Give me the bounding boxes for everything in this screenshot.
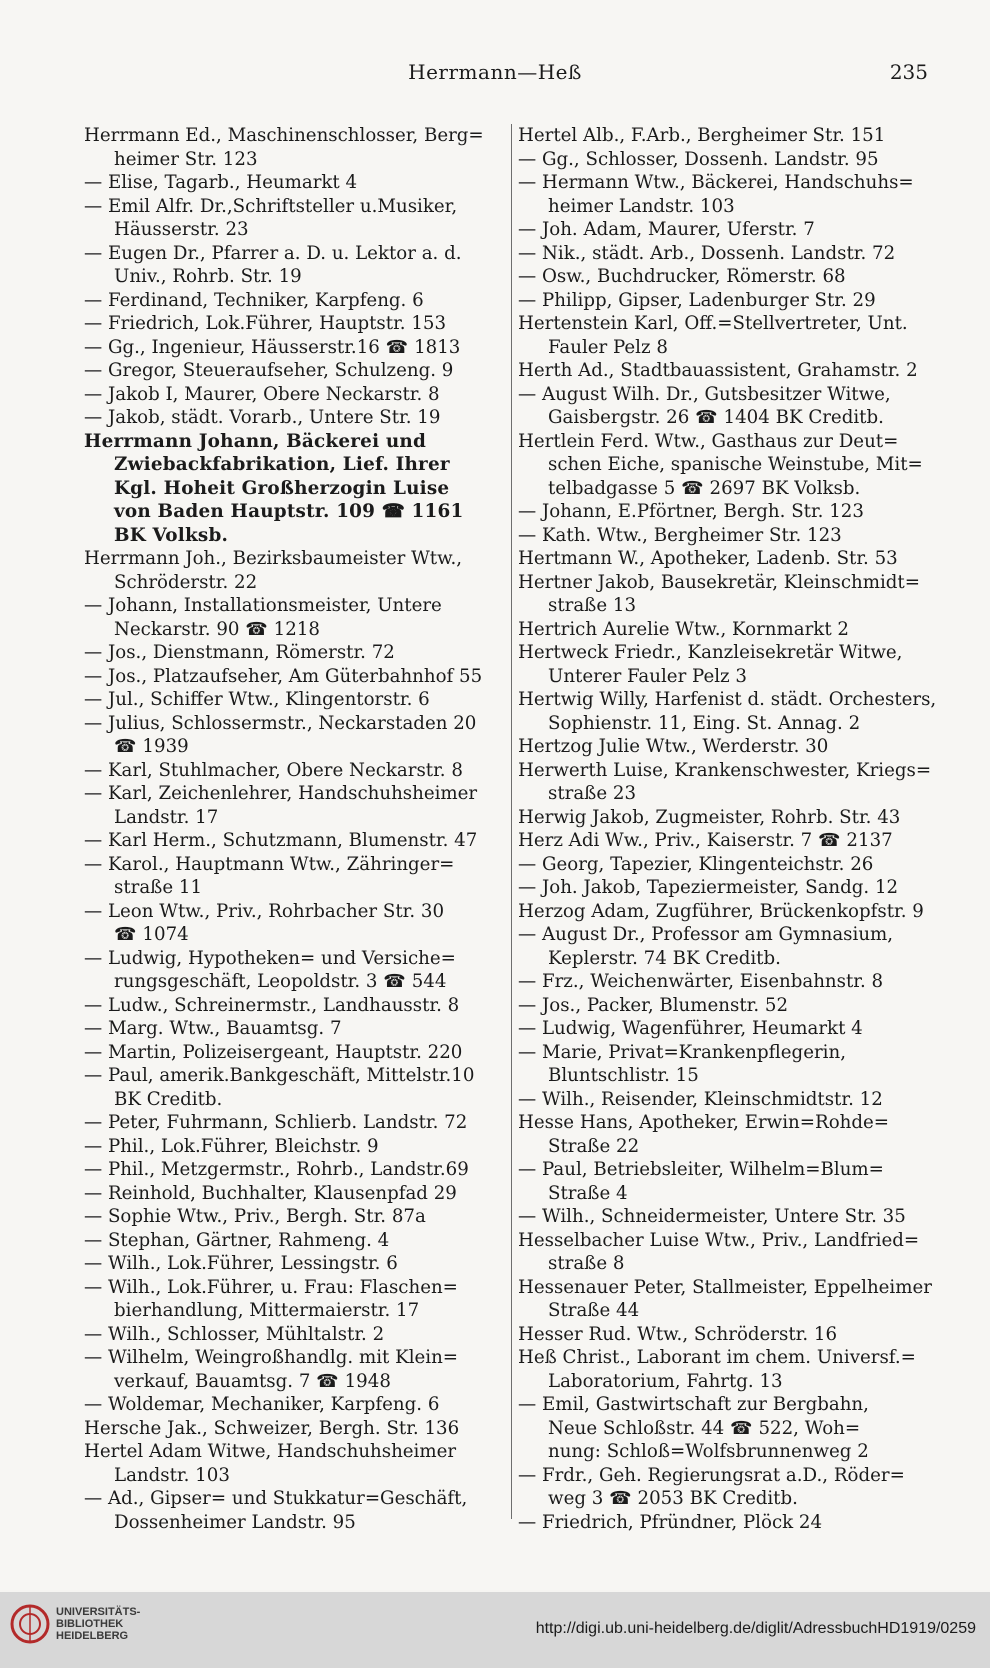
entry-continuation-line: heimer Str. 123 [114,148,258,170]
directory-entry [84,547,502,594]
entry-line: — Wilh., Schlosser, Mühltalstr. 2 [84,1323,385,1345]
directory-entry [84,1276,502,1323]
entry-line: Herz Adi Ww., Priv., Kaiserstr. 7 ☎ 2137 [518,830,893,851]
entry-continuation-line: telbadgasse 5 ☎ 2697 BK Volksb. [548,477,861,499]
directory-entry [84,1111,502,1135]
page-number: 235 [889,60,928,84]
directory-entry [518,1323,938,1347]
entry-line: — Karl, Stuhlmacher, Obere Neckarstr. 8 [84,759,463,781]
directory-entry [84,383,502,407]
entry-continuation-line: Straße 4 [548,1182,628,1204]
entry-line: — Peter, Fuhrmann, Schlierb. Landstr. 72 [84,1112,468,1133]
entry-line: — Elise, Tagarb., Heumarkt 4 [84,172,358,193]
entry-continuation-line: weg 3 ☎ 2053 BK Creditb. [548,1488,798,1509]
directory-entry [518,1205,938,1229]
entry-continuation-line: heimer Landstr. 103 [548,195,735,217]
entry-continuation-line: rungsgeschäft, Leopoldstr. 3 ☎ 544 [114,971,447,992]
directory-entry [84,1017,502,1041]
entry-line: Hertweck Friedr., Kanzleisekretär Witwe, [518,642,903,663]
directory-entry [84,406,502,430]
directory-entry [84,782,502,829]
entry-continuation-line: ☎ 1939 [114,736,189,757]
directory-entry [84,853,502,900]
entry-continuation-line: Kgl. Hoheit Großherzogin Luise [114,477,450,499]
entry-continuation-line: Straße 44 [548,1300,640,1321]
directory-entry [518,1393,938,1464]
entry-line: — Eugen Dr., Pfarrer a. D. u. Lektor a. d. [84,242,462,264]
entry-line: — Joh. Adam, Maurer, Uferstr. 7 [518,219,815,240]
entry-line: — August Dr., Professor am Gymnasium, [518,924,894,945]
entry-line: Herth Ad., Stadtbauassistent, Grahamstr. 2 [518,360,918,381]
entry-continuation-line: Dossenheimer Landstr. 95 [114,1511,356,1533]
entry-line: — Wilh., Lok.Führer, u. Frau: Flaschen= [84,1276,458,1298]
directory-entry [518,641,938,688]
entry-line: — Leon Wtw., Priv., Rohrbacher Str. 30 [84,900,445,922]
entry-line: Herzog Adam, Zugführer, Brückenkopfstr. 9 [518,900,924,922]
entry-continuation-line: Sophienstr. 11, Eing. St. Annag. 2 [548,712,861,734]
entry-continuation-line: Neckarstr. 90 ☎ 1218 [114,618,320,640]
directory-entry [84,947,502,994]
entry-line: — Frz., Weichenwärter, Eisenbahnstr. 8 [518,971,884,992]
directory-entry [518,1276,938,1323]
entry-line: Hertel Alb., F.Arb., Bergheimer Str. 151 [518,125,886,146]
directory-entry [518,1464,938,1511]
directory-entry [84,688,502,712]
library-name-line: BIBLIOTHEK [56,1618,124,1630]
library-name-line: UNIVERSITÄTS- [56,1606,141,1618]
entry-line: Hessenauer Peter, Stallmeister, Eppelheimer [518,1276,932,1298]
entry-line: — Ludwig, Wagenführer, Heumarkt 4 [518,1018,863,1039]
entry-continuation-line: schen Eiche, spanische Weinstube, Mit= [548,454,923,475]
directory-entry [84,1158,502,1182]
directory-entry [518,688,938,735]
source-url[interactable]: http://digi.ub.uni-heidelberg.de/diglit/AdressbuchHD1919/0259 [535,1620,976,1637]
university-seal-icon [10,1604,50,1644]
entry-continuation-line: von Baden Hauptstr. 109 ☎ 1161 [114,501,464,522]
entry-line: — Wilhelm, Weingroßhandlg. mit Klein= [84,1347,459,1368]
directory-entry [84,1182,502,1206]
directory-entry [84,359,502,383]
entry-line: — Hermann Wtw., Bäckerei, Handschuhs= [518,172,914,193]
directory-entry [84,1064,502,1111]
entry-line: Hertner Jakob, Bausekretär, Kleinschmidt= [518,571,920,593]
entry-continuation-line: nung: Schloß=Wolfsbrunnenweg 2 [548,1441,869,1462]
entry-line: — Woldemar, Mechaniker, Karpfeng. 6 [84,1394,440,1415]
entry-line: — Gg., Ingenieur, Häusserstr.16 ☎ 1813 [84,336,461,358]
directory-entry [518,171,938,218]
directory-entry [84,289,502,313]
entry-continuation-line: Zwiebackfabrikation, Lief. Ihrer [114,454,450,475]
entry-line: — Emil Alfr. Dr.,Schriftsteller u.Musiker, [84,195,458,217]
entry-line: — Ferdinand, Techniker, Karpfeng. 6 [84,289,424,311]
directory-entry [84,641,502,665]
directory-entry [84,712,502,759]
directory-entry [518,265,938,289]
entry-continuation-line: Landstr. 103 [114,1464,230,1486]
entry-continuation-line: straße 23 [548,783,637,804]
entry-line: — Karl Herm., Schutzmann, Blumenstr. 47 [84,830,478,851]
directory-entry [518,524,938,548]
directory-entry [84,336,502,360]
entry-line: Herrmann Johann, Bäckerei und [84,430,427,452]
entry-continuation-line: Bluntschlistr. 15 [548,1065,699,1086]
running-title: Herrmann—Heß [408,60,582,84]
entry-line: — Marie, Privat=Krankenpflegerin, [518,1041,846,1063]
left-column [84,124,502,1534]
directory-entry [518,900,938,924]
entry-line: — Julius, Schlossermstr., Neckarstaden 20 [84,712,477,734]
entry-line: — Osw., Buchdrucker, Römerstr. 68 [518,266,846,287]
directory-entry [84,1346,502,1393]
entry-line: — Ludw., Schreinermstr., Landhausstr. 8 [84,994,460,1016]
library-name [56,1606,140,1642]
directory-entry [84,759,502,783]
entry-continuation-line: straße 13 [548,595,637,616]
entry-line: Hertwig Willy, Harfenist d. städt. Orchesters, [518,689,937,710]
entry-line: Hesselbacher Luise Wtw., Priv., Landfried= [518,1229,920,1251]
right-column [518,124,938,1534]
entry-line: Hertlein Ferd. Wtw., Gasthaus zur Deut= [518,430,899,452]
column-divider [511,124,512,1519]
entry-line: — Kath. Wtw., Bergheimer Str. 123 [518,524,842,546]
directory-entry [518,1041,938,1088]
entry-continuation-line: Häusserstr. 23 [114,219,249,240]
directory-entry [518,571,938,618]
directory-entry [518,853,938,877]
entry-line: — Joh. Jakob, Tapeziermeister, Sandg. 12 [518,877,899,898]
directory-entry [518,1017,938,1041]
entry-line: — Wilh., Reisender, Kleinschmidtstr. 12 [518,1088,883,1110]
entry-line: — Johann, E.Pförtner, Bergh. Str. 123 [518,501,864,522]
entry-line: Hertrich Aurelie Wtw., Kornmarkt 2 [518,618,849,640]
directory-entry [518,735,938,759]
directory-entry [518,923,938,970]
directory-entry [84,994,502,1018]
entry-line: Herwig Jakob, Zugmeister, Rohrb. Str. 43 [518,806,901,828]
directory-entry [518,829,938,853]
directory-entry [518,1158,938,1205]
directory-entry [518,1511,938,1535]
directory-entry [84,1135,502,1159]
entry-continuation-line: Neue Schloßstr. 44 ☎ 522, Woh= [548,1417,861,1439]
entry-line: — Karol., Hauptmann Wtw., Zähringer= [84,853,455,875]
entry-line: — Jos., Platzaufseher, Am Güterbahnhof 55 [84,665,483,687]
entry-line: — Jos., Packer, Blumenstr. 52 [518,994,789,1016]
entry-line: — Johann, Installationsmeister, Untere [84,595,442,616]
directory-entry [84,1229,502,1253]
entry-line: — Jos., Dienstmann, Römerstr. 72 [84,642,395,663]
entry-continuation-line: Schröderstr. 22 [114,571,258,593]
entry-line: — Sophie Wtw., Priv., Bergh. Str. 87a [84,1206,426,1227]
directory-entry [518,1229,938,1276]
entry-line: Hertmann W., Apotheker, Ladenb. Str. 53 [518,548,898,569]
directory-entry [518,547,938,571]
directory-entry [84,1487,502,1534]
entry-continuation-line: Landstr. 17 [114,806,219,828]
directory-entry [84,242,502,289]
directory-entry [518,1088,938,1112]
entry-line: — Reinhold, Buchhalter, Klausenpfad 29 [84,1182,457,1204]
directory-entry [84,1417,502,1441]
directory-entry [84,1440,502,1487]
entry-continuation-line: ☎ 1074 [114,924,189,945]
directory-entry [84,171,502,195]
entry-continuation-line: Gaisbergstr. 26 ☎ 1404 BK Creditb. [548,407,884,428]
directory-entry [518,1346,938,1393]
directory-entry [84,594,502,641]
directory-entry [518,430,938,501]
entry-continuation-line: Univ., Rohrb. Str. 19 [114,266,302,287]
entry-line: — Jakob, städt. Vorarb., Untere Str. 19 [84,407,441,428]
directory-entry [518,500,938,524]
directory-entry [84,1323,502,1347]
entry-line: Hesser Rud. Wtw., Schröderstr. 16 [518,1323,838,1345]
entry-line: Hertenstein Karl, Off.=Stellvertreter, Unt. [518,313,908,334]
directory-entry [518,970,938,994]
entry-line: — Emil, Gastwirtschaft zur Bergbahn, [518,1394,869,1415]
entry-continuation-line: BK Volksb. [114,524,229,546]
entry-line: Hertel Adam Witwe, Handschuhsheimer [84,1441,457,1462]
entry-line: — Friedrich, Pfründner, Plöck 24 [518,1511,823,1533]
directory-entry [84,195,502,242]
entry-line: Hesse Hans, Apotheker, Erwin=Rohde= [518,1112,890,1133]
entry-line: — Frdr., Geh. Regierungsrat a.D., Röder= [518,1464,905,1486]
directory-entry [518,994,938,1018]
entry-line: — Ludwig, Hypotheken= und Versiche= [84,947,456,969]
directory-entry [518,242,938,266]
directory-entry [84,312,502,336]
entry-line: — Gg., Schlosser, Dossenh. Landstr. 95 [518,148,879,170]
entry-line: Herrmann Joh., Bezirksbaumeister Wtw., [84,548,463,569]
directory-entry [518,1111,938,1158]
entry-line: — Karl, Zeichenlehrer, Handschuhsheimer [84,783,478,804]
directory-entry [84,665,502,689]
entry-continuation-line: Laboratorium, Fahrtg. 13 [548,1370,783,1392]
entry-line: — Friedrich, Lok.Führer, Hauptstr. 153 [84,313,447,334]
entry-continuation-line: BK Creditb. [114,1088,223,1110]
entry-line: — Wilh., Schneidermeister, Untere Str. 35 [518,1206,906,1227]
footer-bar [0,1592,990,1668]
entry-line: — Marg. Wtw., Bauamtsg. 7 [84,1018,342,1039]
directory-entry [84,900,502,947]
entry-continuation-line: bierhandlung, Mittermaierstr. 17 [114,1300,420,1321]
entry-line: — Georg, Tapezier, Klingenteichstr. 26 [518,853,874,875]
entry-line: Hertzog Julie Wtw., Werderstr. 30 [518,736,829,757]
entry-line: — Paul, amerik.Bankgeschäft, Mittelstr.10 [84,1065,475,1086]
entry-line: Herrmann Ed., Maschinenschlosser, Berg= [84,125,484,146]
entry-line: — Jul., Schiffer Wtw., Klingentorstr. 6 [84,689,430,710]
directory-entry [518,124,938,148]
entry-continuation-line: straße 11 [114,877,203,898]
page-header [0,60,990,100]
entry-line: — Nik., städt. Arb., Dossenh. Landstr. 72 [518,242,896,264]
directory-entry [518,383,938,430]
entry-continuation-line: straße 8 [548,1253,625,1274]
entry-line: — Gregor, Steueraufseher, Schulzeng. 9 [84,360,454,381]
entry-line: — Martin, Polizeisergeant, Hauptstr. 220 [84,1041,463,1063]
entry-line: — Wilh., Lok.Führer, Lessingstr. 6 [84,1253,398,1274]
directory-entry [84,124,502,171]
entry-continuation-line: Keplerstr. 74 BK Creditb. [548,947,781,969]
directory-entry [518,759,938,806]
directory-entry [518,312,938,359]
entry-line: Herwerth Luise, Krankenschwester, Kriegs= [518,759,932,781]
entry-line: — August Wilh. Dr., Gutsbesitzer Witwe, [518,383,891,405]
directory-entry [84,1393,502,1417]
directory-entry [518,876,938,900]
directory-entry [518,806,938,830]
directory-entry [518,618,938,642]
entry-line: Hersche Jak., Schweizer, Bergh. Str. 136 [84,1417,460,1439]
entry-line: — Phil., Lok.Führer, Bleichstr. 9 [84,1135,379,1157]
directory-entry [84,1205,502,1229]
entry-continuation-line: Fauler Pelz 8 [548,336,668,358]
directory-entry [84,1041,502,1065]
directory-entry [84,430,502,548]
entry-continuation-line: Unterer Fauler Pelz 3 [548,665,747,687]
library-name-line: HEIDELBERG [56,1630,129,1642]
directory-entry [518,148,938,172]
entry-line: — Phil., Metzgermstr., Rohrb., Landstr.69 [84,1159,469,1180]
entry-line: — Ad., Gipser= und Stukkatur=Geschäft, [84,1488,468,1509]
entry-line: Heß Christ., Laborant im chem. Universf.= [518,1347,916,1368]
entry-line: — Paul, Betriebsleiter, Wilhelm=Blum= [518,1159,884,1180]
entry-continuation-line: verkauf, Bauamtsg. 7 ☎ 1948 [114,1370,391,1392]
directory-entry [518,289,938,313]
entry-line: — Stephan, Gärtner, Rahmeng. 4 [84,1229,390,1251]
entry-line: — Philipp, Gipser, Ladenburger Str. 29 [518,289,876,311]
directory-entry [518,218,938,242]
directory-entry [84,1252,502,1276]
directory-entry [518,359,938,383]
directory-entry [84,829,502,853]
entry-continuation-line: Straße 22 [548,1135,640,1157]
entry-line: — Jakob I, Maurer, Obere Neckarstr. 8 [84,383,440,405]
